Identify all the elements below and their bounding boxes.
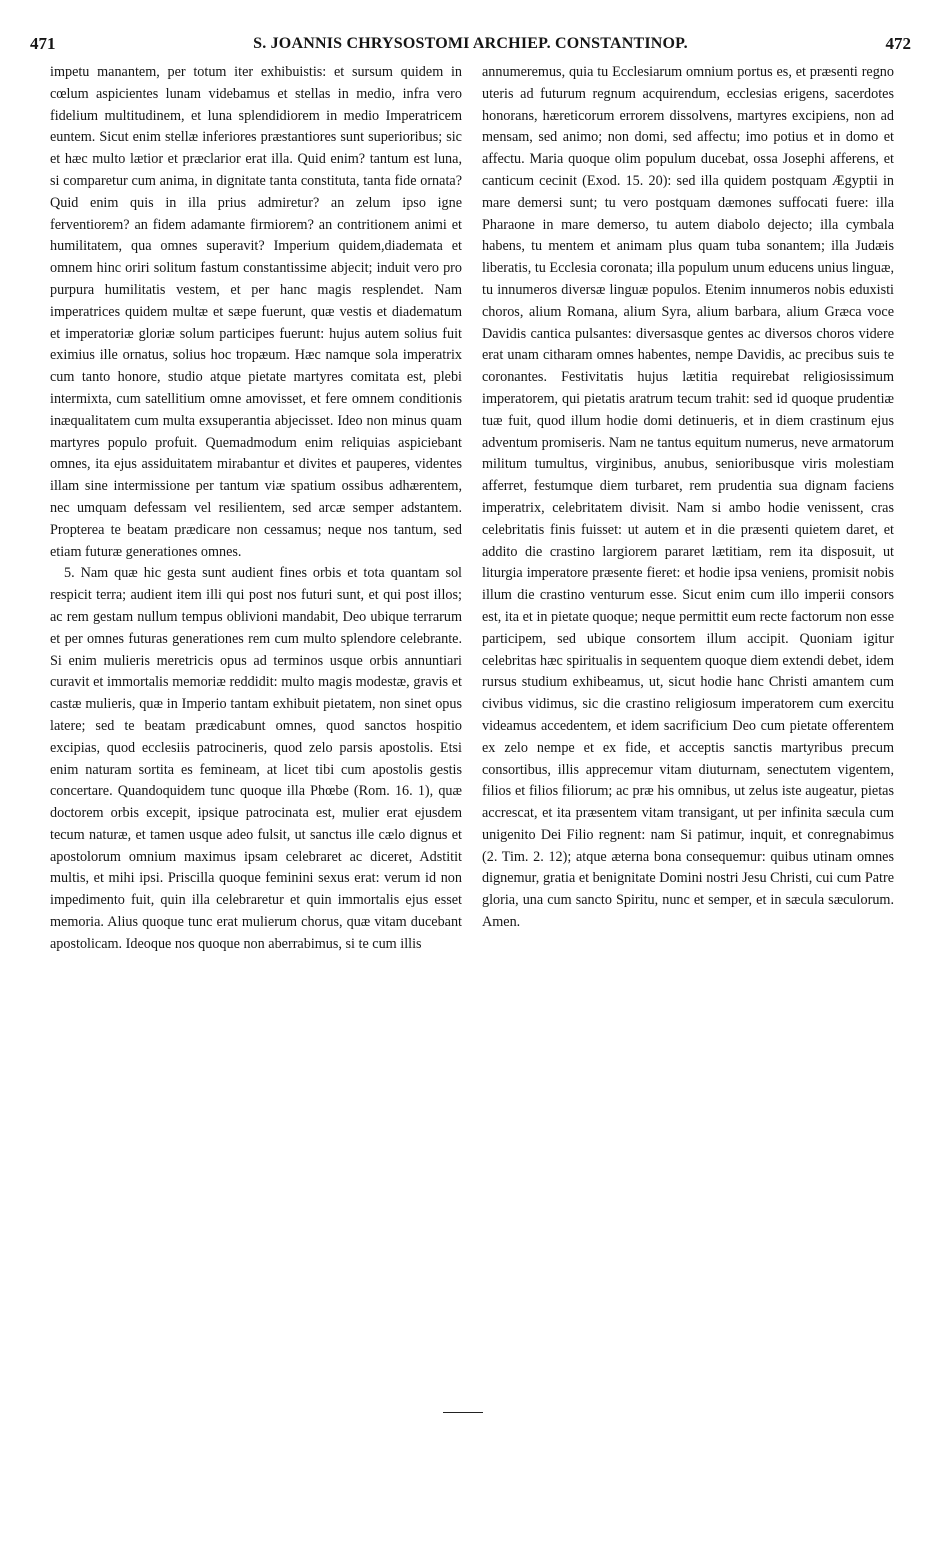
paragraph: annumeremus, quia tu Ecclesiarum omnium portus es, et præsenti regno uteris ad futurum regnum acquirendum, ecclesias erigens, sacerdotes honorans, hæreticorum errorem dissolvens, martyres excipiens, non ad mensam, sed animo; non domi, sed affectu; imo potius et in domo et affectu. Maria quoque olim populum ducebat, ossa Josephi afferens, et canticum cecinit (Exod. 15. 20): sed illa quidem postquam Ægyptii in mare demersi sunt; tu vero postquam dæmones suffocati fuere: illa Pharaone in mare demerso, tu autem diabolo dejecto; illa cymbala habens, tu mentem et animam plus quam tuba sonantem; illa Judæis liberatis, tu Ecclesia coronata; illa populum unum educens unius linguæ, tu innumeros diversæ linguæ populos. Etenim innumeros nobis eduxisti choros, alium Romana, alium Syra, alium barbara, alium Græca voce Davidis cantica pulsantes: diversasque gentes ac diversos choros videre erat unam citharam omnes habentes, nempe Davidis, ac precibus suis te coronantes. Festivitatis hujus lætitia requirebat religiosissimum imperatorem, qui pietatis aratrum tecum trahit: sed id quoque prudentiæ tuæ fuit, quod illum hodie domi detinueris, et in diem crastinum ejus adventum promiseris. Nam ne tantus equitum numerus, neve armatorum militum tumultus, virginibus, anubus, senioribusque viris molestiam afferret, festumque diem turbaret, rem prudentia sua dignam faciens imperatrix, celebritatem divisit. Nam si ambo hodie venissent, cras celebritatis finis fuisset: ut autem et in die præsenti quietem daret, et addito die crastino largiorem pararet lætitiam, rem ita disposuit, ut liturgia imperatore præsente fieret: et hodie ipsa veniens, promisit nobis illum die crastino venturum esse. Sicut enim cum illo imperii consors est, ita et in pietate quoque; neque permittit eum recte factorum non esse participem, sed ubique consortem illum accipit. Quoniam igitur celebritas hæc spiritualis in sequentem quoque diem extendi debet, idem rursus studium exhibeamus, ut, sicut hodie hanc Christi amantem cum civibus vidimus, sic die crastino religiosum imperatorem cum exercitu videamus accedentem, et idem sacrificium Deo cum pietate offerentem ex zelo nempe et ex fide, et acceptis sanctis martyribus precum consortibus, illis apprecemur vitam diuturnam, senectutem vigentem, filios et filios filiorum; ac præ his omnibus, ut zelus iste augeatur, pietas accrescat, et ita præsentem vitam transigant, ut per infinita sæcula cum unigenito Dei Filio regnent: nam Si patimur, inquit, et conregnabimus (2. Tim. 2. 12); atque æterna bona consequemur: quibus utinam omnes dignemur, gratia et benignitate Domini nostri Jesu Christi, cui cum Patre gloria, una cum sancto Spiritu, nunc et semper, et in sæcula sæculorum. Amen.	[482, 64, 894, 931]
left-column	[50, 62, 462, 956]
running-header	[30, 34, 911, 58]
running-title: S. JOANNIS CHRYSOSTOMI ARCHIEP. CONSTANTINOP.	[253, 35, 688, 52]
paragraph-section-5: 5. Nam quæ hic gesta sunt audient fines orbis et tota quantam sol respicit terra; audient item illi qui post nos futuri sunt, et qui post illos; ac rem gestam nullum tempus oblivioni mandabit, Deo ubique terrarum et per omnes futuras generationes rem cum multo splendore celebrante. Si enim mulieris meretricis opus ad terminos usque orbis annuntiari curavit et immortalis memoriæ reddidit: multo magis modestæ, gravis et castæ mulieris, quæ in Imperio tantam exhibuit pietatem, non sinet opus latere; sed te beatam prædicabunt omnes, quod sanctos hospitio excipias, quod ecclesiis patrocineris, quod zelo parsis apostolis. Etsi enim naturam sortita es femineam, at licet tibi cum apostolis gestis concertare. Quandoquidem tunc quoque illa Phœbe (Rom. 16. 1), quæ doctorem orbis excepit, ipsique patrocinata est, mulier erat ejusdem tecum naturæ, et tamen usque adeo fulsit, ut sanctus ille cælo dignus et apostolorum omnium maximus ipsam celebraret ac diceret, Adstitit multis, et mihi ipsi. Priscilla quoque feminini sexus erat: verum id non impedimento fuit, quin illa celebraretur et quin immortalis ejus esset memoria. Alius quoque tunc erat mulierum chorus, quæ vitam ducebant apostolicam. Ideoque nos quoque non aberrabimus, si te cum illis	[50, 565, 462, 952]
page-number-left: 471	[30, 34, 56, 53]
paragraph: impetu manantem, per totum iter exhibuistis: et sursum quidem in cœlum aspicientes lunam videbamus et stellas in medio, infra vero fidelium multitudinem, et luna splendidiorem in medio Imperatricem euntem. Sicut enim stellæ inferiores præstantiores sunt superioribus; sic et hæc multo lætior et præclarior erat illa. Quid enim? tantum est luna, si comparetur cum anima, in dignitate tanta constituta, tanta fide ornata? Quid enim quis in illa prius admiretur? an zelum ipso igne ferventiorem? an fidem adamante firmiorem? an contritionem animi et humilitatem, qua omnes superavit? Imperium quidem,diademata et omnem hinc oriri solitum fastum constantissime abjecit; induit vero pro purpura humilitatis vestem, et per hanc magis resplendet. Nam imperatrices quidem multæ et sæpe fuerunt, quæ vestis et diadematum et imperatoriæ gloriæ solum participes fuerunt: hujus autem solius fuit eximius ille ornatus, solius hoc tropæum. Hæc namque sola imperatrix cum tanto honore, studio atque pietate martyres comitata est, plebi intermixta, cum satellitium omne amovisset, et fere omnem conditionis inæqualitatem cum multa exsuperantia abjecisset. Ideo non minus quam martyres populo profuit. Quemadmodum enim reliquias aspiciebant omnes, ita ejus assiduitatem mirabantur et divites et pauperes, videntes illam sine intermissione per tantum viæ spatium ossibus adhærentem, nec umquam defessam vel resilientem, sed arcæ semper adstantem. Propterea te beatam prædicare non cessamus; neque nos tantum, sed etiam futuræ generationes omnes.	[50, 64, 462, 560]
end-rule-divider	[443, 1412, 483, 1413]
page-number-right: 472	[885, 34, 911, 53]
right-column	[482, 62, 894, 934]
